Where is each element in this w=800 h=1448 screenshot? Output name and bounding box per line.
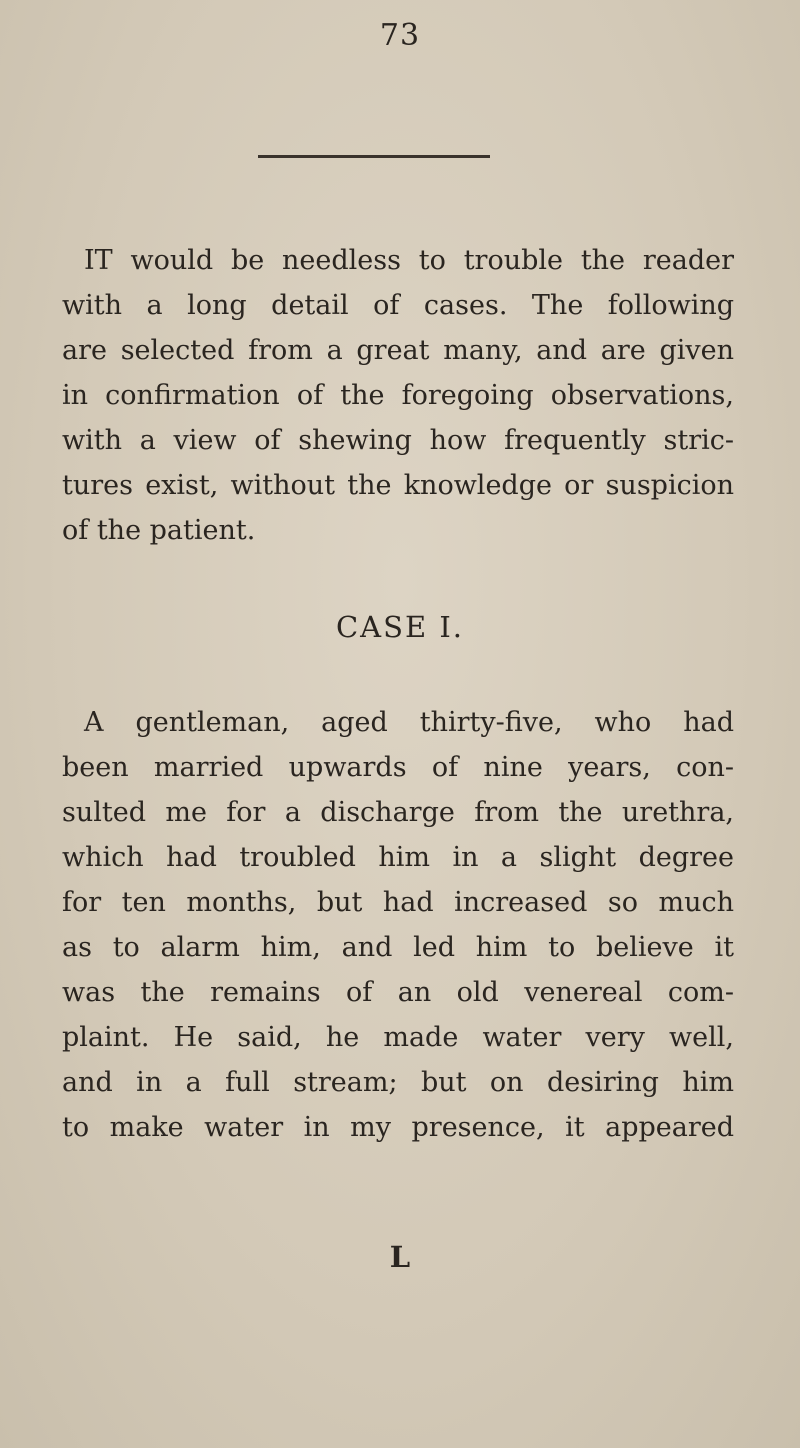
text-line: tures exist, without the knowledge or suspicion bbox=[62, 470, 734, 501]
case-paragraph bbox=[62, 700, 734, 1150]
text-line: and in a full stream; but on desiring him bbox=[62, 1067, 734, 1098]
text-line: which had troubled him in a slight degree bbox=[62, 842, 734, 873]
text-line: to make water in my presence, it appeared bbox=[62, 1112, 734, 1143]
text-line: plaint. He said, he made water very well, bbox=[62, 1022, 734, 1053]
page-number: 73 bbox=[379, 18, 421, 53]
text-line: of the patient. bbox=[62, 515, 256, 546]
text-line: IT would be needless to trouble the reader bbox=[84, 245, 734, 276]
text-line: with a view of shewing how frequently stric- bbox=[62, 425, 734, 456]
text-line: sulted me for a discharge from the urethra, bbox=[62, 797, 734, 828]
text-line: been married upwards of nine years, con- bbox=[62, 752, 734, 783]
text-line: with a long detail of cases. The following bbox=[62, 290, 734, 321]
text-line: A gentleman, aged thirty-five, who had bbox=[84, 707, 734, 738]
text-line: for ten months, but had increased so much bbox=[62, 887, 734, 918]
case-heading: CASE I. bbox=[335, 610, 465, 644]
text-line: was the remains of an old venereal com- bbox=[62, 977, 734, 1008]
signature-mark: L bbox=[389, 1240, 411, 1274]
header-rule bbox=[258, 155, 490, 158]
text-line: as to alarm him, and led him to believe it bbox=[62, 932, 734, 963]
text-line: are selected from a great many, and are given bbox=[62, 335, 734, 366]
text-line: in confirmation of the foregoing observations, bbox=[62, 380, 734, 411]
intro-paragraph bbox=[62, 238, 734, 553]
